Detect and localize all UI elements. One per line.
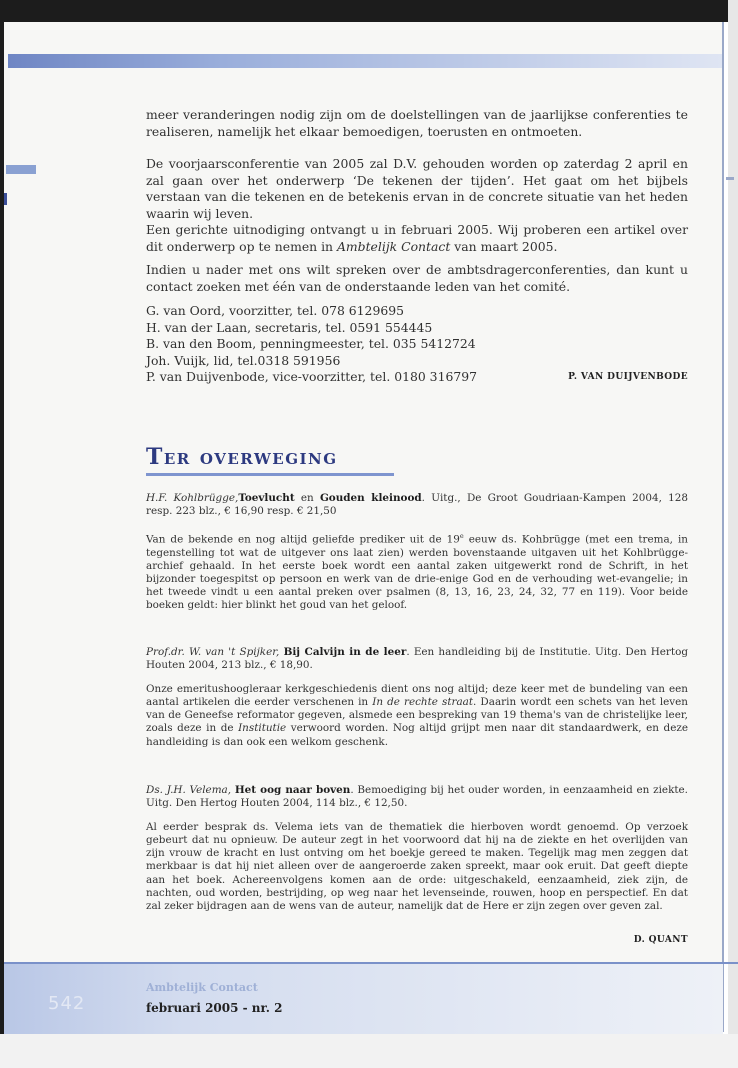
contact-item: B. van den Boom, penningmeester, tel. 035 5412724	[146, 336, 476, 351]
review-body-text: Van de bekende en nog altijd geliefde prediker uit de 19	[146, 533, 460, 546]
review-author: H.F. Kohlbrügge,	[146, 492, 239, 504]
review-signature: D. QUANT	[633, 935, 688, 945]
review-title: Het oog naar boven	[234, 784, 351, 796]
review-body	[146, 683, 688, 748]
intro-paragraph-3	[146, 222, 688, 255]
review-citation	[146, 492, 688, 518]
section-title: Ter overweging	[146, 444, 338, 470]
review-citation	[146, 784, 688, 810]
review-body-text: . Daarin wordt een schets van het leven van de Geneefse reformator gegeven, alsmede een bespreking van 19 thema's van de christelijke leer, zoals deze in de	[146, 696, 688, 735]
review-title: Toevlucht	[238, 492, 295, 504]
margin-marker-small	[4, 193, 7, 205]
review-citation	[146, 646, 688, 672]
review-details: . Bemoediging bij het ouder worden, in eenzaamheid en ziekte. Uitg. Den Hertog Houten 2004, 114 blz., € 12,50.	[146, 784, 688, 810]
header-band	[8, 54, 722, 68]
scan-border-right	[728, 0, 738, 1068]
page-number: 542	[48, 993, 86, 1014]
review-spijker	[146, 646, 688, 749]
review-title: Gouden kleinood	[319, 492, 422, 504]
intro-paragraph-1: meer veranderingen nodig zijn om de doelstellingen van de jaarlijkse conferenties te realiseren, namelijk het elkaar bemoedigen, toerusten en ontmoeten.	[146, 107, 688, 139]
contact-item: G. van Oord, voorzitter, tel. 078 6129695	[146, 303, 404, 318]
review-kohlbrugge	[146, 492, 688, 612]
contact-item: Joh. Vuijk, lid, tel.0318 591956	[146, 352, 341, 368]
contact-item: H. van der Laan, secretaris, tel. 0591 554445	[146, 319, 433, 335]
review-body-text: verwoord worden. Nog altijd grijpt men naar dit standaardwerk, en deze handleiding is dan ook een welkom geschenk.	[146, 722, 688, 748]
review-details: . Uitg., De Groot Goudriaan-Kampen 2004, 128 resp. 223 blz., € 16,90 resp. € 21,50	[146, 492, 688, 518]
scan-border-bottom	[0, 1034, 738, 1068]
intro-p3-text-end: van maart 2005.	[450, 238, 558, 254]
review-body: Al eerder besprak ds. Velema iets van de thematiek die hierboven wordt genoemd. Op verzoek gebeurt dat nu opnieuw. De auteur zegt in het voorwoord dat hij na de ziekte en het overlijden van zijn vrouw de kracht en lust ontving om het boekje gereed te maken. Tegelijk mag men zeggen dat merkbaar is dat hij niet alleen over de aangeroerde zaken spreekt, maar ook eruit. Dat geeft diepte aan het boek. Achereenvolgens komen aan de orde: uitgeschakeld, eenzaamheid, ziek zijn, de nachten, oud worden, bestrijding, op weg naar het levenseinde, rouwen, hoop en perspectief. En dat zal zeker bijdragen aan de wens van de auteur, namelijk dat de Here er zijn zegen over geven zal.	[146, 821, 688, 912]
footer-band	[4, 962, 723, 1034]
section-title-underline	[146, 473, 394, 476]
review-details: . Een handleiding bij de Institutie. Uitg. Den Hertog Houten 2004, 213 blz., € 18,90.	[146, 646, 688, 672]
review-title: Bij Calvijn in de leer	[283, 646, 407, 658]
right-margin-tick	[726, 177, 734, 180]
review-velema	[146, 784, 688, 913]
superscript: e	[459, 532, 464, 541]
margin-marker	[6, 165, 36, 174]
intro-paragraph-4: Indien u nader met ons wilt spreken over de ambtsdragerconferenties, dan kunt u contact zoeken met één van de onderstaande leden van het comité.	[146, 262, 688, 294]
footer-issue: februari 2005 - nr. 2	[146, 1001, 283, 1015]
intro-paragraph-2: De voorjaarsconferentie van 2005 zal D.V. gehouden worden op zaterdag 2 april en zal gaan over het onderwerp ‘De tekenen der tijden’. Het gaat om het bijbels verstaan van die tekenen en de betekenis ervan in de concrete situatie van het heden waarin wij leven.	[146, 156, 688, 221]
review-author: Prof.dr. W. van 't Spijker,	[146, 646, 280, 658]
review-body-text: Onze emeritushoogleraar kerkgeschiedenis dient ons nog altijd; deze keer met de bundeling van een aantal artikelen die eerder verschenen in	[146, 683, 688, 709]
review-body-text: eeuw ds. Kohbrügge (met een trema, in tegenstelling tot wat de uitgever ons laat zien) werden bovenstaande uitgaven uit het Kohlbrügge-archief gehaald. In het eerste boek wordt een aantal zaken uitgewerkt rond de Schrift, in het bijzonder toegespitst op persoon en werk van de drie-enige God en de verhouding wet-evangelie; in het tweede vindt u een aantal preken over psalmen (8, 13, 16, 23, 24, 32, 77 en 119). Voor beide boeken geldt: hier blinkt het goud van het geloof.	[146, 533, 688, 612]
review-body-italic: In de rechte straat	[372, 696, 474, 709]
footer-rule	[4, 962, 738, 964]
contact-item: P. van Duijvenbode, vice-voorzitter, tel. 0180 316797	[146, 369, 477, 384]
intro-section	[146, 107, 688, 386]
review-author: Ds. J.H. Velema,	[146, 784, 232, 796]
footer-magazine: Ambtelijk Contact	[146, 981, 258, 994]
review-body	[146, 530, 688, 612]
magazine-name-inline: Ambtelijk Contact	[336, 238, 451, 254]
scan-border-top	[0, 0, 738, 22]
page-right-rule	[722, 22, 724, 1032]
review-connector: en	[294, 492, 320, 504]
intro-signature: P. VAN DUIJVENBODE	[568, 372, 688, 382]
intro-p3-text: Een gerichte uitnodiging ontvangt u in februari 2005. Wij proberen een artikel over dit onderwerp op te nemen in	[146, 222, 688, 254]
review-body-italic: Institutie	[238, 722, 287, 735]
